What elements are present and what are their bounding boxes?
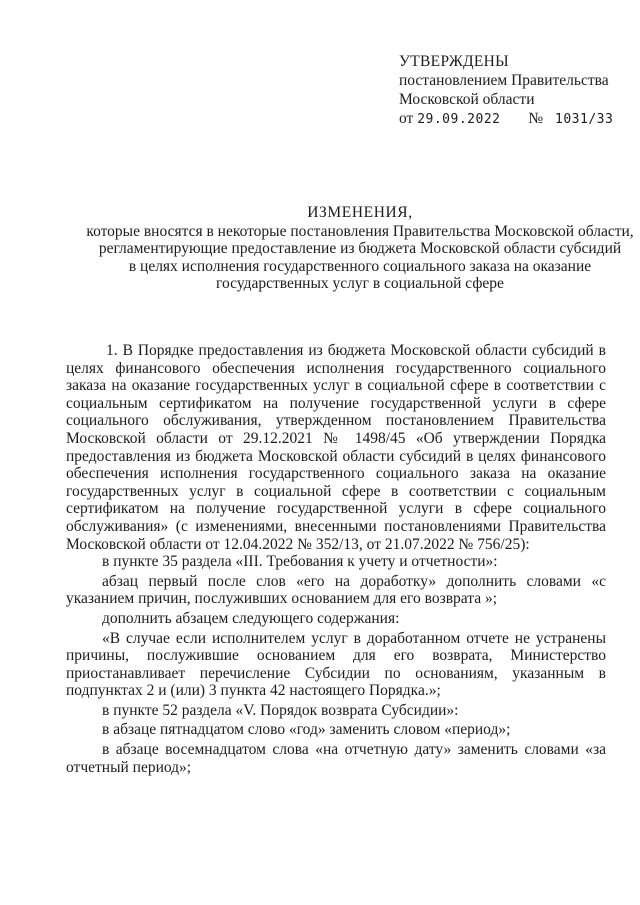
approval-date: 29.09.2022 (417, 112, 501, 127)
paragraph-2: в пункте 35 раздела «III. Требования к учету и отчетности»: (102, 553, 498, 571)
approval-number: 1031/33 (555, 112, 614, 127)
approval-stamp (399, 52, 613, 129)
approval-title: УТВЕРЖДЕНЫ (399, 53, 509, 70)
date-prefix: от (399, 110, 414, 127)
number-sign: № (528, 110, 544, 127)
document-title: ИЗМЕНЕНИЯ, (307, 204, 413, 221)
approval-line-1: постановлением Правительства (399, 72, 609, 89)
document-subtitle-line: регламентирующие предоставление из бюджета Московской области субсидий (98, 240, 622, 257)
document-heading (60, 204, 640, 293)
paragraph-7: в абзаце пятнадцатом слово «год» заменить словом «период»; (102, 721, 511, 739)
document-subtitle-line: в целях исполнения государственного социального заказа на оказание (128, 257, 592, 275)
paragraph-6: в пункте 52 раздела «V. Порядок возврата Субсидии»: (102, 701, 459, 719)
document-subtitle-line: которые вносятся в некоторые постановления Правительства Московской области, (86, 222, 634, 240)
approval-date-line (399, 109, 613, 129)
approval-line-2: Московской области (399, 91, 535, 108)
paragraph-3: абзац первый после слов «его на доработку» дополнить словами «с указанием причин, послуживших основанием для его возврата »; (66, 572, 606, 608)
document-body (66, 342, 606, 776)
paragraph-1: 1. В Порядке предоставления из бюджета Московской области субсидий в целях финансового обеспечения исполнения государственного социального заказа на оказание государственных услуг в социальной сфере в соответствии с социальным сертификатом на получение государственной услуги в сфере социального обслуживания, утвержденном постановлением Правительства Московской области от 29.12.2021 № 1498/45 «Об утверждении Порядка предоставления из бюджета Московской области субсидий в целях финансового обеспечения исполнения государственного социального заказа на оказание государственных услуг в социальной сфере в соответствии с социальным сертификатом на получение государственной услуги в сфере социального обслуживания» (с изменениями, внесенными постановлениями Правительства Московской области от 12.04.2022 № 352/13, от 21.07.2022 № 756/25): (66, 342, 606, 553)
paragraph-8: в абзаце восемнадцатом слова «на отчетную дату» заменить словами «за отчетный период»; (66, 741, 606, 776)
paragraph-5: «В случае если исполнителем услуг в доработанном отчете не устранены причины, послужившие основанием для его возврата, Министерство приостанавливает перечисление Субсидии по основаниям, указанным в подпунктах 2 и (или) 3 пункта 42 настоящего Порядка.»; (66, 629, 606, 700)
document-subtitle-line: государственных услуг в социальной сфере (216, 275, 504, 292)
paragraph-4: дополнить абзацем следующего содержания: (102, 609, 400, 627)
